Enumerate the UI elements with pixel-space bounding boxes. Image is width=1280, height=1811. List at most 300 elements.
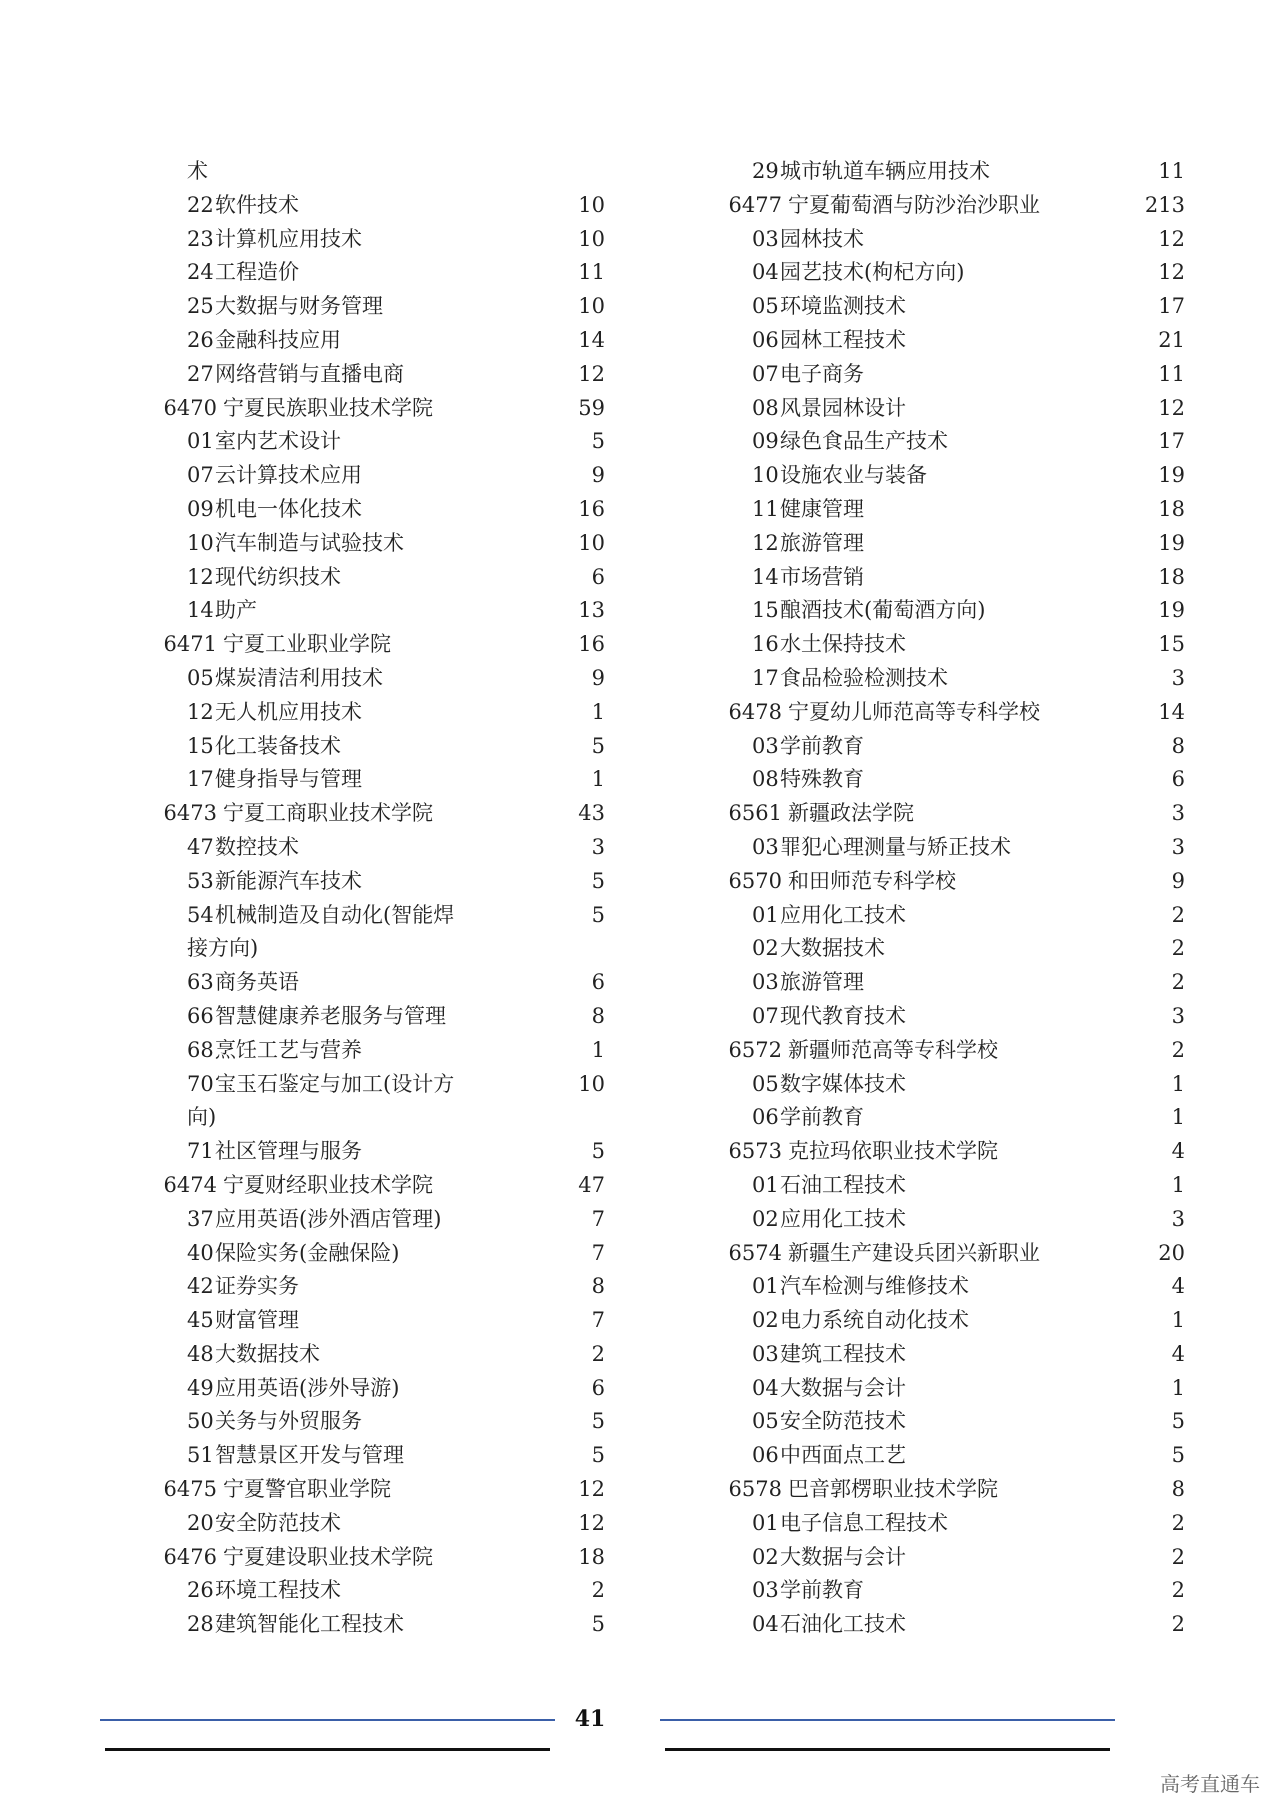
major-name: 食品检验检测技术 xyxy=(780,665,948,690)
plan-count: 8 xyxy=(1171,733,1185,758)
major-code: 05 xyxy=(752,1409,779,1434)
major-name: 特殊教育 xyxy=(780,767,864,792)
major-name: 应用英语(涉外导游) xyxy=(215,1375,400,1400)
major-row xyxy=(730,1338,1185,1372)
major-row xyxy=(730,628,1185,662)
school-name: 宁夏工商职业技术学院 xyxy=(223,801,433,826)
major-name: 安全防范技术 xyxy=(215,1510,341,1535)
major-row xyxy=(165,223,605,257)
plan-count: 13 xyxy=(578,598,605,623)
school-name: 新疆师范高等专科学校 xyxy=(788,1037,998,1062)
major-code: 45 xyxy=(187,1308,214,1333)
school-row xyxy=(165,1169,605,1203)
left-column xyxy=(165,155,605,1642)
major-row xyxy=(165,696,605,730)
major-code: 07 xyxy=(187,463,214,488)
plan-count: 3 xyxy=(1171,665,1185,690)
major-code: 26 xyxy=(187,327,214,352)
major-row xyxy=(730,1101,1185,1135)
major-name: 大数据与会计 xyxy=(780,1544,906,1569)
major-row xyxy=(165,1270,605,1304)
major-row xyxy=(730,730,1185,764)
major-row xyxy=(165,1068,605,1102)
major-name: 智慧景区开发与管理 xyxy=(215,1443,404,1468)
major-code: 22 xyxy=(187,192,214,217)
plan-count: 4 xyxy=(1171,1341,1185,1366)
plan-count: 7 xyxy=(591,1308,605,1333)
major-row xyxy=(730,1608,1185,1642)
school-row xyxy=(165,392,605,426)
major-name: 环境监测技术 xyxy=(780,294,906,319)
major-name: 化工装备技术 xyxy=(215,733,341,758)
plan-count: 10 xyxy=(578,1071,605,1096)
major-row xyxy=(165,1304,605,1338)
footer-rule-left-blue xyxy=(100,1719,555,1721)
major-row xyxy=(165,662,605,696)
major-row xyxy=(165,594,605,628)
major-code: 02 xyxy=(752,1308,779,1333)
major-row xyxy=(165,1405,605,1439)
major-code: 03 xyxy=(752,1578,779,1603)
major-name: 应用化工技术 xyxy=(780,1206,906,1231)
major-row xyxy=(730,1439,1185,1473)
major-row xyxy=(730,155,1185,189)
major-name: 大数据与会计 xyxy=(780,1375,906,1400)
school-row xyxy=(728,1237,1185,1271)
major-row xyxy=(165,730,605,764)
plan-count: 3 xyxy=(1171,801,1185,826)
school-name: 宁夏民族职业技术学院 xyxy=(223,395,433,420)
major-code: 03 xyxy=(752,970,779,995)
major-code: 17 xyxy=(752,665,779,690)
plan-count: 2 xyxy=(1171,970,1185,995)
major-code: 40 xyxy=(187,1240,214,1265)
plan-count: 1 xyxy=(1171,1375,1185,1400)
major-code: 01 xyxy=(187,429,214,454)
major-row xyxy=(165,561,605,595)
school-name: 宁夏财经职业技术学院 xyxy=(223,1172,433,1197)
plan-count: 43 xyxy=(578,801,605,826)
plan-count: 213 xyxy=(1144,192,1185,217)
major-name: 电子商务 xyxy=(780,361,864,386)
major-code: 28 xyxy=(187,1612,214,1637)
major-name: 向) xyxy=(187,1105,217,1130)
plan-count: 6 xyxy=(591,564,605,589)
school-name: 和田师范专科学校 xyxy=(788,868,956,893)
major-code: 01 xyxy=(752,1172,779,1197)
major-name: 煤炭清洁利用技术 xyxy=(215,665,383,690)
major-code: 37 xyxy=(187,1206,214,1231)
plan-count: 12 xyxy=(578,1477,605,1502)
major-row xyxy=(730,324,1185,358)
major-code: 10 xyxy=(752,463,779,488)
major-name: 关务与外贸服务 xyxy=(215,1409,362,1434)
plan-count: 17 xyxy=(1158,294,1185,319)
continuation-row xyxy=(165,1101,605,1135)
major-row xyxy=(165,1608,605,1642)
major-row xyxy=(165,1034,605,1068)
major-row xyxy=(730,831,1185,865)
major-code: 05 xyxy=(752,294,779,319)
major-code: 27 xyxy=(187,361,214,386)
school-code: 6473 xyxy=(163,801,217,826)
plan-count: 12 xyxy=(578,361,605,386)
plan-count: 5 xyxy=(591,868,605,893)
major-code: 49 xyxy=(187,1375,214,1400)
plan-count: 2 xyxy=(1171,1544,1185,1569)
major-name: 园林技术 xyxy=(780,226,864,251)
major-row xyxy=(730,594,1185,628)
plan-count: 10 xyxy=(578,192,605,217)
plan-count: 1 xyxy=(1171,1071,1185,1096)
major-name: 汽车检测与维修技术 xyxy=(780,1274,969,1299)
school-code: 6574 xyxy=(728,1240,782,1265)
plan-count: 4 xyxy=(1171,1274,1185,1299)
major-code: 47 xyxy=(187,834,214,859)
major-row xyxy=(730,1000,1185,1034)
major-code: 04 xyxy=(752,1612,779,1637)
plan-count: 2 xyxy=(1171,1510,1185,1535)
footer-rule-left-black xyxy=(105,1748,550,1751)
major-row xyxy=(165,459,605,493)
major-name: 助产 xyxy=(215,598,257,623)
major-row xyxy=(730,1203,1185,1237)
major-row xyxy=(730,1068,1185,1102)
major-name: 接方向) xyxy=(187,936,259,961)
major-name: 商务英语 xyxy=(215,970,299,995)
plan-count: 5 xyxy=(591,1443,605,1468)
major-row xyxy=(730,1507,1185,1541)
school-name: 新疆政法学院 xyxy=(788,801,914,826)
major-name: 汽车制造与试验技术 xyxy=(215,530,404,555)
major-code: 02 xyxy=(752,1544,779,1569)
major-row xyxy=(730,1372,1185,1406)
plan-count: 12 xyxy=(1158,226,1185,251)
plan-count: 5 xyxy=(591,1139,605,1164)
plan-count: 5 xyxy=(591,902,605,927)
school-row xyxy=(728,865,1185,899)
major-code: 03 xyxy=(752,1341,779,1366)
major-name: 石油工程技术 xyxy=(780,1172,906,1197)
major-row xyxy=(730,223,1185,257)
major-row xyxy=(165,1338,605,1372)
major-name: 大数据与财务管理 xyxy=(215,294,383,319)
school-row xyxy=(728,1034,1185,1068)
major-name: 机械制造及自动化(智能焊 xyxy=(215,902,455,927)
major-name: 应用化工技术 xyxy=(780,902,906,927)
major-row xyxy=(165,358,605,392)
major-code: 09 xyxy=(752,429,779,454)
major-name: 应用英语(涉外酒店管理) xyxy=(215,1206,442,1231)
major-code: 06 xyxy=(752,1443,779,1468)
major-row xyxy=(165,966,605,1000)
major-row xyxy=(730,256,1185,290)
major-row xyxy=(730,459,1185,493)
school-row xyxy=(728,1473,1185,1507)
plan-count: 12 xyxy=(1158,395,1185,420)
major-row xyxy=(730,527,1185,561)
major-name: 电子信息工程技术 xyxy=(780,1510,948,1535)
major-name: 数字媒体技术 xyxy=(780,1071,906,1096)
plan-count: 1 xyxy=(1171,1105,1185,1130)
major-name: 健康管理 xyxy=(780,496,864,521)
school-code: 6561 xyxy=(728,801,782,826)
plan-count: 8 xyxy=(1171,1477,1185,1502)
major-code: 63 xyxy=(187,970,214,995)
major-row xyxy=(165,1203,605,1237)
plan-count: 2 xyxy=(1171,1037,1185,1062)
watermark: 高考直通车 xyxy=(1160,1772,1260,1796)
school-code: 6477 xyxy=(728,192,782,217)
plan-count: 12 xyxy=(1158,260,1185,285)
major-code: 04 xyxy=(752,1375,779,1400)
school-row xyxy=(728,696,1185,730)
plan-count: 1 xyxy=(1171,1308,1185,1333)
major-code: 01 xyxy=(752,1274,779,1299)
plan-count: 5 xyxy=(591,1612,605,1637)
major-name: 软件技术 xyxy=(215,192,299,217)
continuation-row xyxy=(165,932,605,966)
school-row xyxy=(728,797,1185,831)
plan-count: 11 xyxy=(578,260,605,285)
major-row xyxy=(730,763,1185,797)
plan-count: 6 xyxy=(591,1375,605,1400)
plan-count: 7 xyxy=(591,1240,605,1265)
plan-count: 3 xyxy=(1171,1003,1185,1028)
major-row xyxy=(165,425,605,459)
major-row xyxy=(165,899,605,933)
major-row xyxy=(165,527,605,561)
plan-count: 16 xyxy=(578,632,605,657)
major-code: 09 xyxy=(187,496,214,521)
major-code: 15 xyxy=(187,733,214,758)
school-name: 新疆生产建设兵团兴新职业 xyxy=(788,1240,1040,1265)
plan-count: 6 xyxy=(591,970,605,995)
major-name: 石油化工技术 xyxy=(780,1612,906,1637)
plan-count: 9 xyxy=(591,463,605,488)
school-code: 6476 xyxy=(163,1544,217,1569)
plan-count: 15 xyxy=(1158,632,1185,657)
plan-count: 5 xyxy=(591,429,605,454)
plan-count: 14 xyxy=(578,327,605,352)
plan-count: 19 xyxy=(1158,598,1185,623)
school-code: 6475 xyxy=(163,1477,217,1502)
major-code: 12 xyxy=(752,530,779,555)
major-code: 70 xyxy=(187,1071,214,1096)
major-name: 现代教育技术 xyxy=(780,1003,906,1028)
major-row xyxy=(165,1574,605,1608)
major-name: 旅游管理 xyxy=(780,530,864,555)
major-code: 03 xyxy=(752,226,779,251)
major-name: 云计算技术应用 xyxy=(215,463,362,488)
major-name: 设施农业与装备 xyxy=(780,463,927,488)
school-name: 克拉玛依职业技术学院 xyxy=(788,1139,998,1164)
major-name: 宝玉石鉴定与加工(设计方 xyxy=(215,1071,455,1096)
major-code: 03 xyxy=(752,733,779,758)
major-code: 71 xyxy=(187,1139,214,1164)
major-row xyxy=(730,1541,1185,1575)
major-code: 16 xyxy=(752,632,779,657)
major-code: 06 xyxy=(752,1105,779,1130)
plan-count: 2 xyxy=(1171,1612,1185,1637)
plan-count: 20 xyxy=(1158,1240,1185,1265)
major-code: 02 xyxy=(752,936,779,961)
major-row xyxy=(165,324,605,358)
plan-count: 11 xyxy=(1158,361,1185,386)
major-code: 10 xyxy=(187,530,214,555)
school-code: 6474 xyxy=(163,1172,217,1197)
major-row xyxy=(165,1135,605,1169)
major-name: 罪犯心理测量与矫正技术 xyxy=(780,834,1011,859)
major-row xyxy=(730,966,1185,1000)
major-name: 保险实务(金融保险) xyxy=(215,1240,400,1265)
major-row xyxy=(730,358,1185,392)
plan-count: 2 xyxy=(1171,902,1185,927)
major-name: 水土保持技术 xyxy=(780,632,906,657)
major-code: 20 xyxy=(187,1510,214,1535)
major-row xyxy=(730,932,1185,966)
plan-count: 1 xyxy=(591,1037,605,1062)
major-code: 08 xyxy=(752,395,779,420)
major-name: 社区管理与服务 xyxy=(215,1139,362,1164)
footer-rule-right-black xyxy=(665,1748,1110,1751)
school-name: 巴音郭楞职业技术学院 xyxy=(788,1477,998,1502)
school-code: 6471 xyxy=(163,632,217,657)
major-code: 15 xyxy=(752,598,779,623)
plan-count: 19 xyxy=(1158,463,1185,488)
major-name: 学前教育 xyxy=(780,1105,864,1130)
major-row xyxy=(730,561,1185,595)
page-number: 41 xyxy=(574,1706,606,1732)
major-code: 02 xyxy=(752,1206,779,1231)
footer-rule-right-blue xyxy=(660,1719,1115,1721)
major-code: 03 xyxy=(752,834,779,859)
major-row xyxy=(165,189,605,223)
plan-count: 5 xyxy=(1171,1409,1185,1434)
plan-count: 59 xyxy=(578,395,605,420)
school-row xyxy=(728,1135,1185,1169)
plan-count: 10 xyxy=(578,530,605,555)
major-name: 证券实务 xyxy=(215,1274,299,1299)
plan-count: 19 xyxy=(1158,530,1185,555)
school-name: 宁夏警官职业学院 xyxy=(223,1477,391,1502)
right-column xyxy=(728,155,1185,1642)
plan-count: 17 xyxy=(1158,429,1185,454)
school-code: 6470 xyxy=(163,395,217,420)
plan-count: 21 xyxy=(1158,327,1185,352)
major-name: 财富管理 xyxy=(215,1308,299,1333)
major-code: 26 xyxy=(187,1578,214,1603)
plan-count: 11 xyxy=(1158,159,1185,183)
school-code: 6573 xyxy=(728,1139,782,1164)
major-name: 学前教育 xyxy=(780,1578,864,1603)
major-code: 05 xyxy=(752,1071,779,1096)
major-code: 12 xyxy=(187,564,214,589)
major-row xyxy=(165,831,605,865)
school-row xyxy=(728,189,1185,223)
major-name: 工程造价 xyxy=(215,260,299,285)
major-code: 12 xyxy=(187,699,214,724)
major-name: 学前教育 xyxy=(780,733,864,758)
major-name: 风景园林设计 xyxy=(780,395,906,420)
major-row xyxy=(165,1372,605,1406)
major-row xyxy=(730,1169,1185,1203)
major-name: 术 xyxy=(187,159,208,183)
plan-count: 8 xyxy=(591,1274,605,1299)
school-row xyxy=(165,797,605,831)
plan-count: 18 xyxy=(1158,564,1185,589)
school-row xyxy=(165,628,605,662)
major-row xyxy=(730,392,1185,426)
major-row xyxy=(165,493,605,527)
major-row xyxy=(730,899,1185,933)
plan-count: 7 xyxy=(591,1206,605,1231)
plan-count: 3 xyxy=(1171,1206,1185,1231)
major-code: 54 xyxy=(187,902,214,927)
major-name: 建筑智能化工程技术 xyxy=(215,1612,404,1637)
major-row xyxy=(165,256,605,290)
major-name: 烹饪工艺与营养 xyxy=(215,1037,362,1062)
major-code: 14 xyxy=(187,598,214,623)
school-code: 6572 xyxy=(728,1037,782,1062)
plan-count: 1 xyxy=(591,767,605,792)
school-row xyxy=(165,1473,605,1507)
major-name: 城市轨道车辆应用技术 xyxy=(780,159,990,183)
school-row xyxy=(165,1541,605,1575)
major-row xyxy=(730,1574,1185,1608)
school-code: 6570 xyxy=(728,868,782,893)
major-row xyxy=(730,1405,1185,1439)
major-code: 08 xyxy=(752,767,779,792)
major-code: 07 xyxy=(752,1003,779,1028)
plan-count: 1 xyxy=(591,699,605,724)
major-code: 11 xyxy=(752,496,779,521)
major-code: 42 xyxy=(187,1274,214,1299)
major-code: 48 xyxy=(187,1341,214,1366)
plan-count: 10 xyxy=(578,294,605,319)
major-name: 园艺技术(枸杞方向) xyxy=(780,260,965,285)
school-name: 宁夏葡萄酒与防沙治沙职业 xyxy=(788,192,1040,217)
continuation-row xyxy=(165,155,605,189)
major-name: 机电一体化技术 xyxy=(215,496,362,521)
plan-count: 5 xyxy=(591,1409,605,1434)
school-name: 宁夏工业职业学院 xyxy=(223,632,391,657)
plan-count: 47 xyxy=(578,1172,605,1197)
school-name: 宁夏建设职业技术学院 xyxy=(223,1544,433,1569)
major-name: 金融科技应用 xyxy=(215,327,341,352)
plan-count: 2 xyxy=(1171,936,1185,961)
plan-count: 16 xyxy=(578,496,605,521)
plan-count: 5 xyxy=(1171,1443,1185,1468)
plan-count: 12 xyxy=(578,1510,605,1535)
major-name: 中西面点工艺 xyxy=(780,1443,906,1468)
plan-count: 18 xyxy=(578,1544,605,1569)
major-name: 数控技术 xyxy=(215,834,299,859)
major-name: 现代纺织技术 xyxy=(215,564,341,589)
major-name: 新能源汽车技术 xyxy=(215,868,362,893)
major-row xyxy=(165,865,605,899)
major-code: 04 xyxy=(752,260,779,285)
major-row xyxy=(165,1237,605,1271)
plan-count: 2 xyxy=(591,1578,605,1603)
plan-count: 1 xyxy=(1171,1172,1185,1197)
plan-count: 5 xyxy=(591,733,605,758)
plan-count: 9 xyxy=(591,665,605,690)
major-code: 17 xyxy=(187,767,214,792)
plan-count: 4 xyxy=(1171,1139,1185,1164)
major-row xyxy=(730,1304,1185,1338)
plan-count: 14 xyxy=(1158,699,1185,724)
